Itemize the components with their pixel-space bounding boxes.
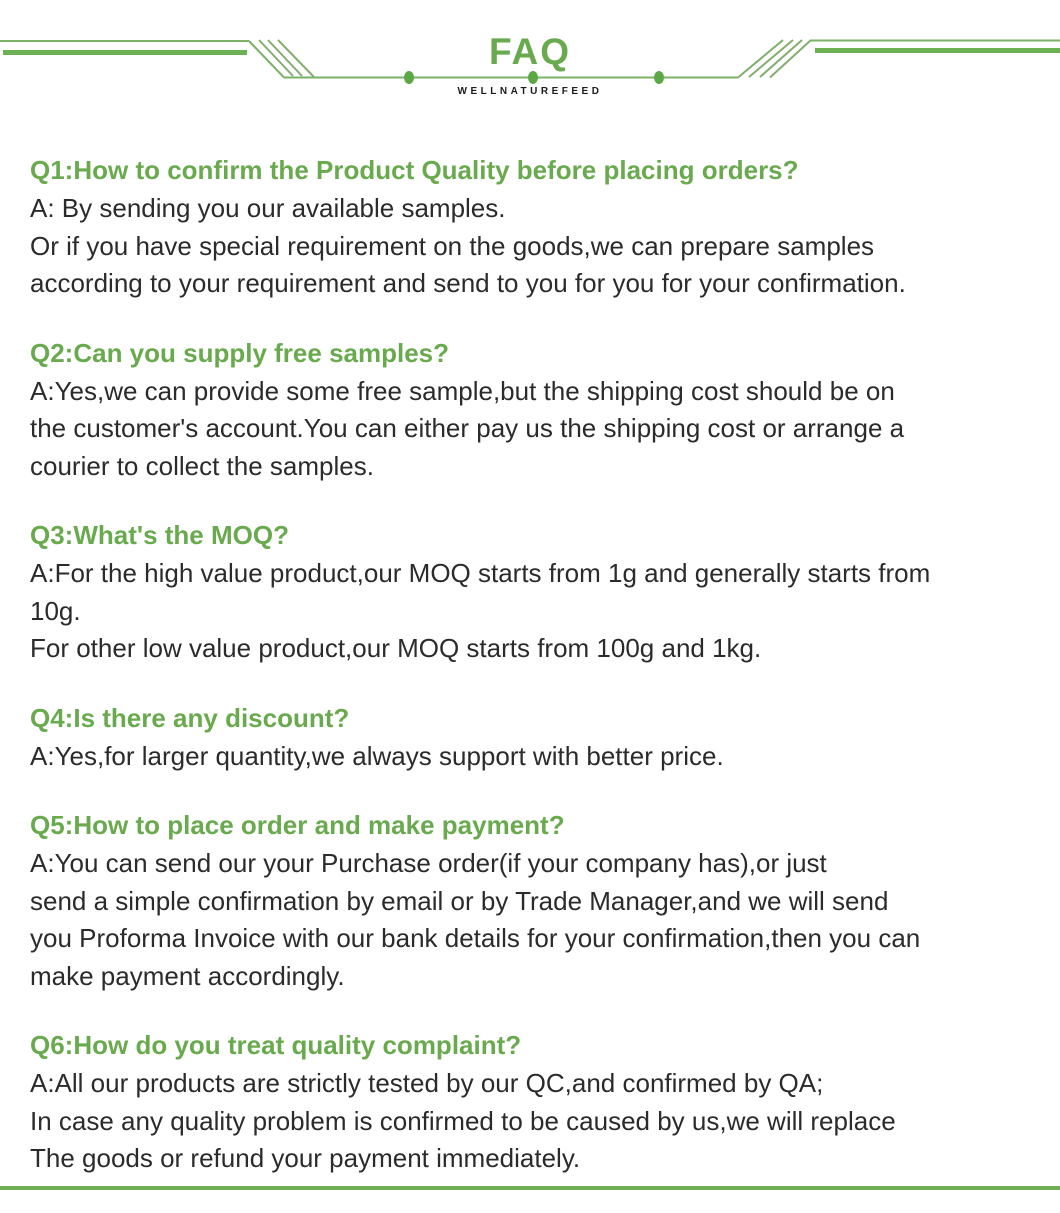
faq-list [0,115,1060,1178]
answer-line: A:For the high value product,our MOQ starts from 1g and generally starts from [30,558,931,588]
header [0,0,1060,115]
faq-section [30,698,1030,776]
answer-line: send a simple confirmation by email or by Trade Manager,and we will send [30,885,889,916]
answer-line: A: By sending you our available samples. [30,193,506,223]
answer-line: A:Yes,for larger quantity,we always support with better price. [30,740,724,771]
page-title: FAQ [488,31,572,72]
answer-line: A:You can send our your Purchase order(if your company has),or just [30,848,827,878]
question-heading: Q3:What's the MOQ? [30,520,289,550]
question-heading: Q2:Can you supply free samples? [30,337,450,368]
faq-section [30,150,1030,303]
answer-line: the customer's account.You can either pay us the shipping cost or arrange a [30,413,905,443]
faq-section [30,805,1030,995]
question-heading: Q4:Is there any discount? [30,702,350,733]
answer-line: 10g. [30,595,81,626]
answer-line: Or if you have special requirement on the goods,we can prepare samples [30,230,875,261]
answer-line: A:All our products are strictly tested by our QC,and confirmed by QA; [30,1068,824,1098]
bottom-divider [0,1186,1060,1190]
question-heading: Q5:How to place order and make payment? [30,810,565,840]
answer-line: you Proforma Invoice with our bank details for your confirmation,then you can [30,923,921,953]
faq-section [30,1025,1030,1178]
answer-line: For other low value product,our MOQ starts from 100g and 1kg. [30,633,762,663]
answer-line: according to your requirement and send to you for you for your confirmation. [30,268,906,298]
question-heading: Q1:How to confirm the Product Quality before placing orders? [30,155,799,185]
faq-section [30,515,1030,668]
answer-line: The goods or refund your payment immediately. [30,1143,581,1173]
answer-line: make payment accordingly. [30,960,345,991]
answer-line: A:Yes,we can provide some free sample,but the shipping cost should be on [30,375,895,406]
faq-section [30,333,1030,486]
brand-name: WELLNATUREFEED [457,86,603,97]
question-heading: Q6:How do you treat quality complaint? [30,1030,522,1060]
answer-line: courier to collect the samples. [30,450,374,481]
answer-line: In case any quality problem is confirmed to be caused by us,we will replace [30,1105,896,1136]
